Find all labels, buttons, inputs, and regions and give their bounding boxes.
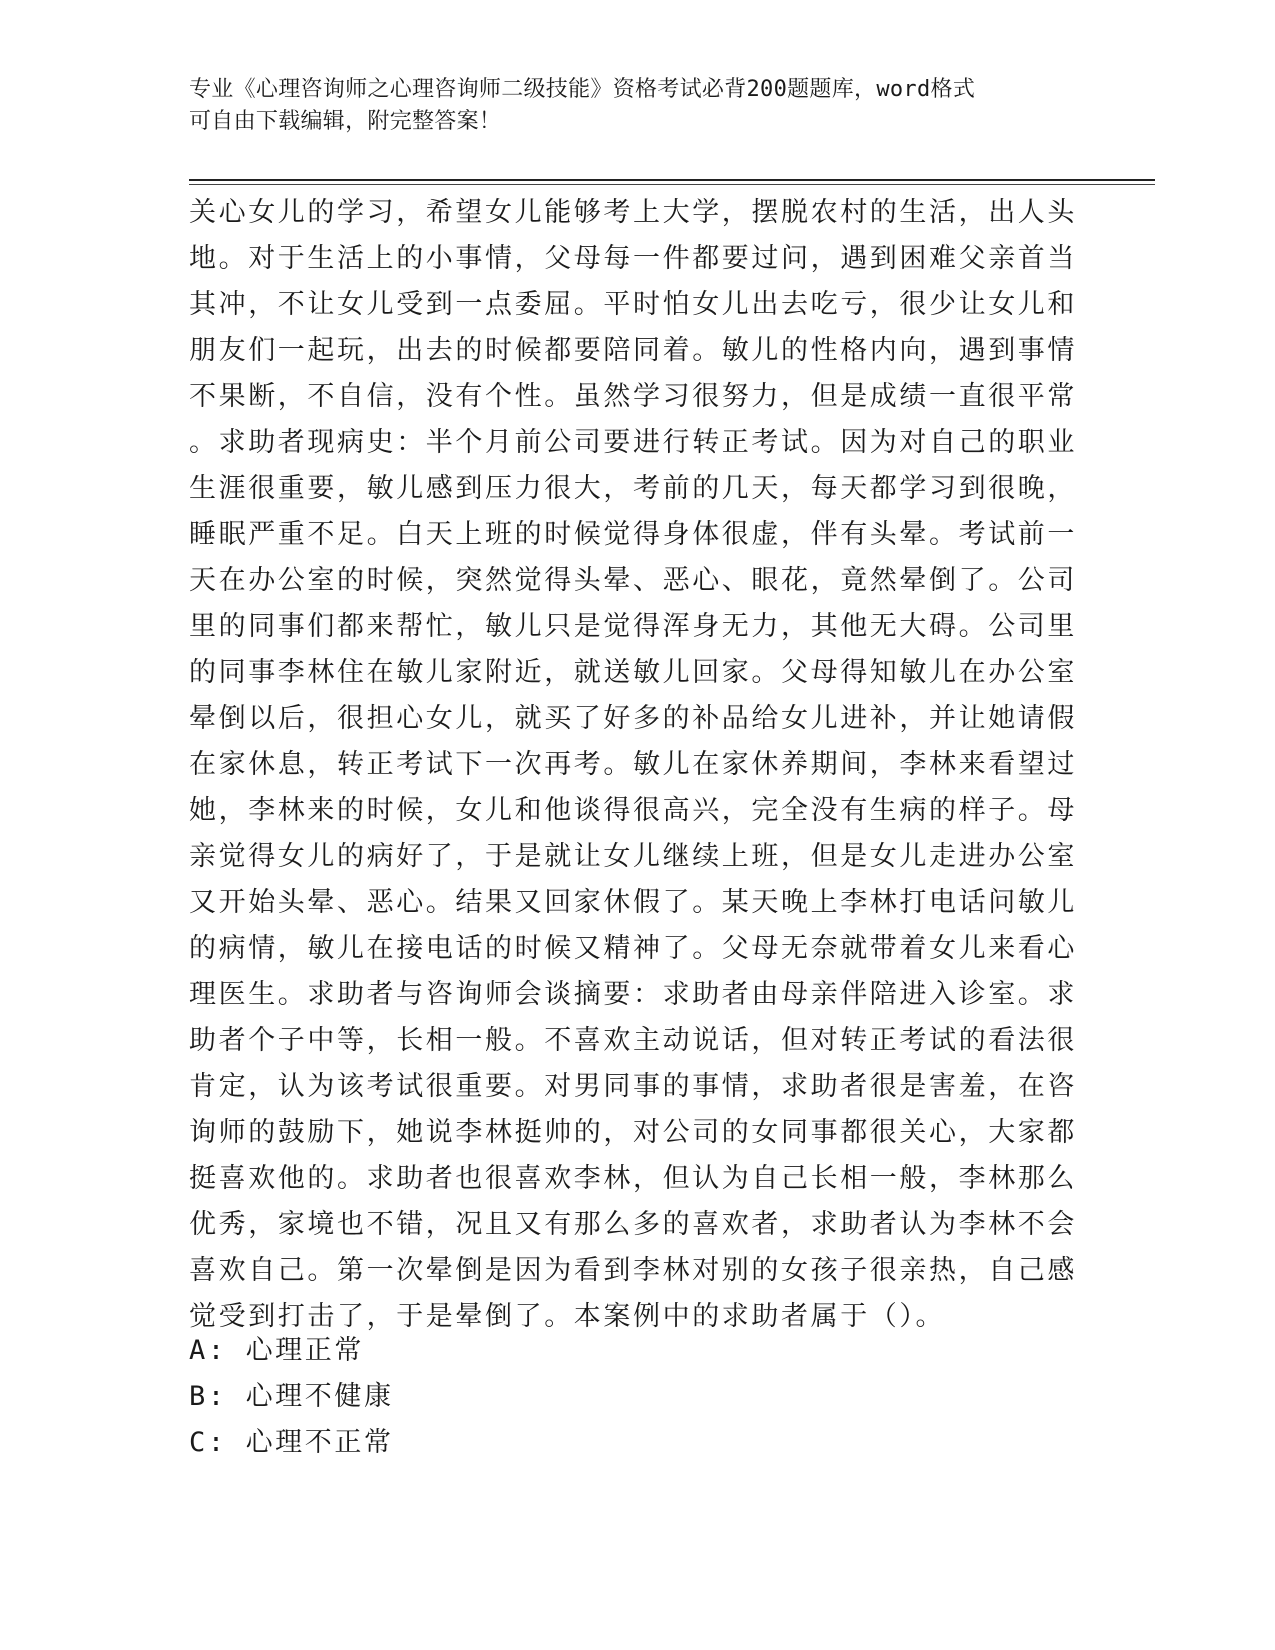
question-line: 她，李林来的时候，女儿和他谈得很高兴，完全没有生病的样子。母 bbox=[189, 795, 1077, 826]
question-line: 。求助者现病史：半个月前公司要进行转正考试。因为对自己的职业 bbox=[189, 427, 1077, 458]
question-text bbox=[189, 190, 1077, 1340]
question-line: 觉受到打击了，于是晕倒了。本案例中的求助者属于（）。 bbox=[189, 1301, 946, 1332]
question-line: 关心女儿的学习，希望女儿能够考上大学，摆脱农村的生活，出人头 bbox=[189, 197, 1077, 228]
question-line: 天在办公室的时候，突然觉得头晕、恶心、眼花，竟然晕倒了。公司 bbox=[189, 565, 1077, 596]
option-a: A: 心理正常 bbox=[189, 1335, 364, 1366]
question-line: 优秀，家境也不错，况且又有那么多的喜欢者，求助者认为李林不会 bbox=[189, 1209, 1077, 1240]
answer-options bbox=[189, 1328, 1069, 1466]
header-divider-thin bbox=[189, 184, 1155, 185]
option-b: B: 心理不健康 bbox=[189, 1381, 394, 1412]
header-line: 可自由下载编辑，附完整答案！ bbox=[189, 109, 502, 134]
page-header bbox=[189, 74, 1089, 138]
question-line: 生涯很重要，敏儿感到压力很大，考前的几天，每天都学习到很晚， bbox=[189, 473, 1077, 504]
question-line: 的同事李林住在敏儿家附近，就送敏儿回家。父母得知敏儿在办公室 bbox=[189, 657, 1077, 688]
question-line: 挺喜欢他的。求助者也很喜欢李林，但认为自己长相一般，李林那么 bbox=[189, 1163, 1077, 1194]
header-line: 专业《心理咨询师之心理咨询师二级技能》资格考试必背200题题库，word格式 bbox=[189, 77, 976, 102]
question-line: 不果断，不自信，没有个性。虽然学习很努力，但是成绩一直很平常 bbox=[189, 381, 1077, 412]
question-line: 又开始头晕、恶心。结果又回家休假了。某天晚上李林打电话问敏儿 bbox=[189, 887, 1077, 918]
question-line: 在家休息，转正考试下一次再考。敏儿在家休养期间，李林来看望过 bbox=[189, 749, 1077, 780]
question-line: 里的同事们都来帮忙，敏儿只是觉得浑身无力，其他无大碍。公司里 bbox=[189, 611, 1077, 642]
question-line: 其冲，不让女儿受到一点委屈。平时怕女儿出去吃亏，很少让女儿和 bbox=[189, 289, 1077, 320]
header-divider-thick bbox=[189, 179, 1155, 181]
option-c: C: 心理不正常 bbox=[189, 1427, 394, 1458]
question-line: 地。对于生活上的小事情，父母每一件都要过问，遇到困难父亲首当 bbox=[189, 243, 1077, 274]
question-line: 肯定，认为该考试很重要。对男同事的事情，求助者很是害羞，在咨 bbox=[189, 1071, 1077, 1102]
question-line: 助者个子中等，长相一般。不喜欢主动说话，但对转正考试的看法很 bbox=[189, 1025, 1077, 1056]
question-line: 睡眠严重不足。白天上班的时候觉得身体很虚，伴有头晕。考试前一 bbox=[189, 519, 1077, 550]
question-line: 朋友们一起玩，出去的时候都要陪同着。敏儿的性格内向，遇到事情 bbox=[189, 335, 1077, 366]
question-line: 晕倒以后，很担心女儿，就买了好多的补品给女儿进补，并让她请假 bbox=[189, 703, 1077, 734]
question-line: 理医生。求助者与咨询师会谈摘要：求助者由母亲伴陪进入诊室。求 bbox=[189, 979, 1077, 1010]
question-line: 喜欢自己。第一次晕倒是因为看到李林对别的女孩子很亲热，自己感 bbox=[189, 1255, 1077, 1286]
question-line: 亲觉得女儿的病好了，于是就让女儿继续上班，但是女儿走进办公室 bbox=[189, 841, 1077, 872]
question-line: 的病情，敏儿在接电话的时候又精神了。父母无奈就带着女儿来看心 bbox=[189, 933, 1077, 964]
question-line: 询师的鼓励下，她说李林挺帅的，对公司的女同事都很关心，大家都 bbox=[189, 1117, 1077, 1148]
